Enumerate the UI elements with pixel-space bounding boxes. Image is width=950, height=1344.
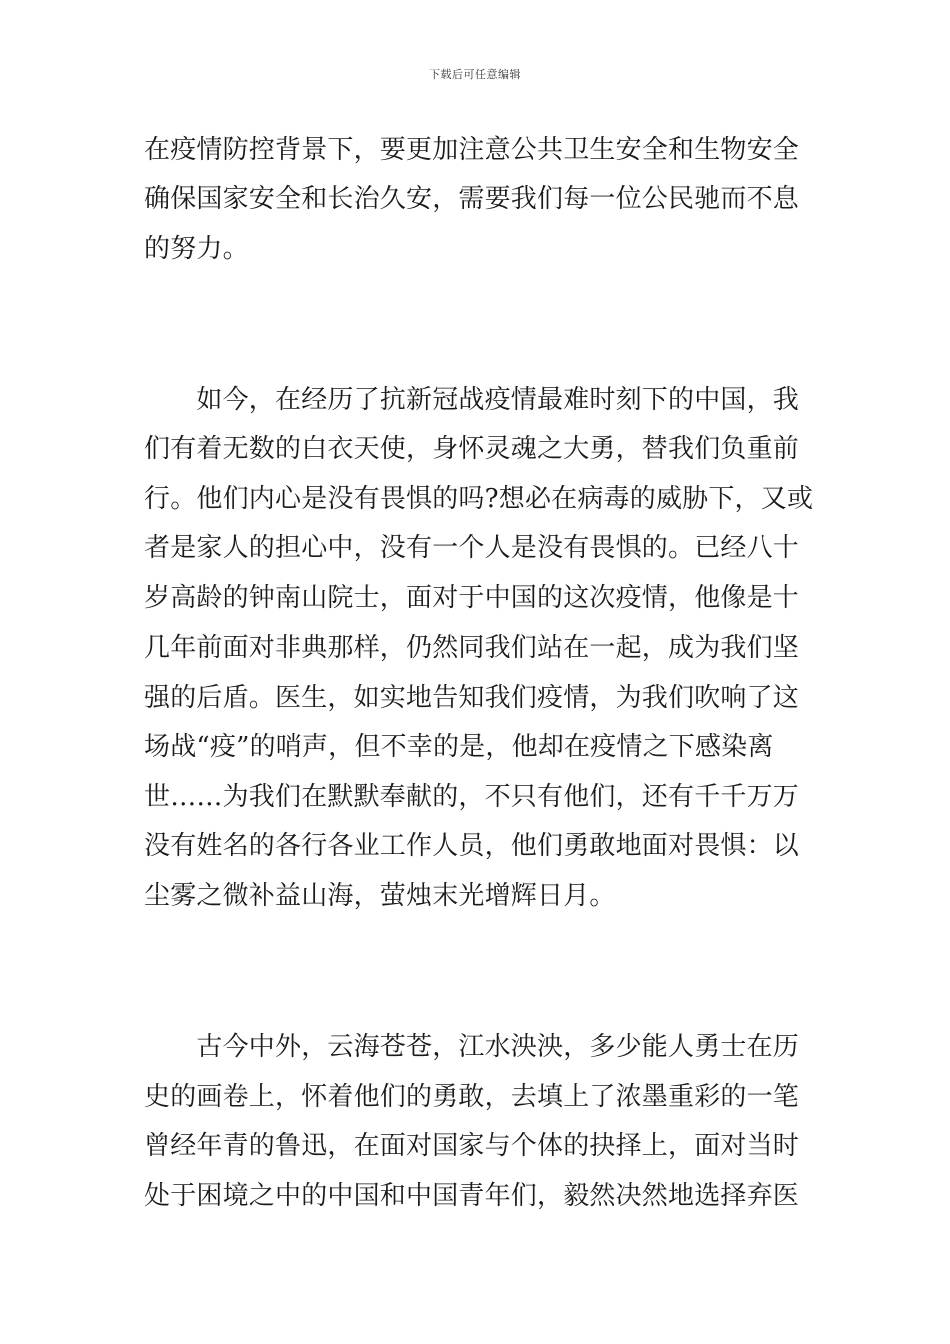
paragraph-2-line-1: 如今，在经历了抗新冠战疫情最难时刻下的中国，我 xyxy=(144,385,800,415)
paragraph-2-line-2: 们有着无数的白衣天使，身怀灵魂之大勇，替我们负重前 xyxy=(144,434,800,464)
paragraph-2-line-6: 几年前面对非典那样，仍然同我们站在一起，成为我们坚 xyxy=(144,633,800,663)
paragraph-2-line-9: 世……为我们在默默奉献的，不只有他们，还有千千万万 xyxy=(144,782,800,812)
paragraph-2-line-4: 者是家人的担心中，没有一个人是没有畏惧的。已经八十 xyxy=(144,533,800,563)
paragraph-2-line-5: 岁高龄的钟南山院士，面对于中国的这次疫情，他像是十 xyxy=(144,583,800,613)
paragraph-1-line-2: 确保国家安全和长治久安，需要我们每一位公民驰而不息 xyxy=(144,184,800,214)
paragraph-2-line-11: 尘雾之微补益山海，萤烛末光增辉日月。 xyxy=(144,881,616,911)
paragraph-2-line-10: 没有姓名的各行各业工作人员，他们勇敢地面对畏惧：以 xyxy=(144,831,800,861)
paragraph-2-line-8: 场战“疫”的哨声，但不幸的是，他却在疫情之下感染离 xyxy=(144,732,774,762)
paragraph-3-line-1: 古今中外，云海苍苍，江水泱泱，多少能人勇士在历 xyxy=(144,1032,800,1062)
header-note: 下载后可任意编辑 xyxy=(429,68,521,81)
paragraph-2-line-3: 行。他们内心是没有畏惧的吗?想必在病毒的威胁下，又或 xyxy=(144,484,814,514)
paragraph-3-line-4: 处于困境之中的中国和中国青年们，毅然决然地选择弃医 xyxy=(144,1181,800,1211)
paragraph-1-line-1: 在疫情防控背景下，要更加注意公共卫生安全和生物安全 xyxy=(144,135,800,165)
paragraph-3-line-3: 曾经年青的鲁迅，在面对国家与个体的抉择上，面对当时 xyxy=(144,1131,800,1161)
paragraph-3-line-2: 史的画卷上，怀着他们的勇敢，去填上了浓墨重彩的一笔 xyxy=(144,1082,800,1112)
paragraph-1-line-3: 的努力。 xyxy=(144,234,249,264)
paragraph-2-line-7: 强的后盾。医生，如实地告知我们疫情，为我们吹响了这 xyxy=(144,683,800,713)
